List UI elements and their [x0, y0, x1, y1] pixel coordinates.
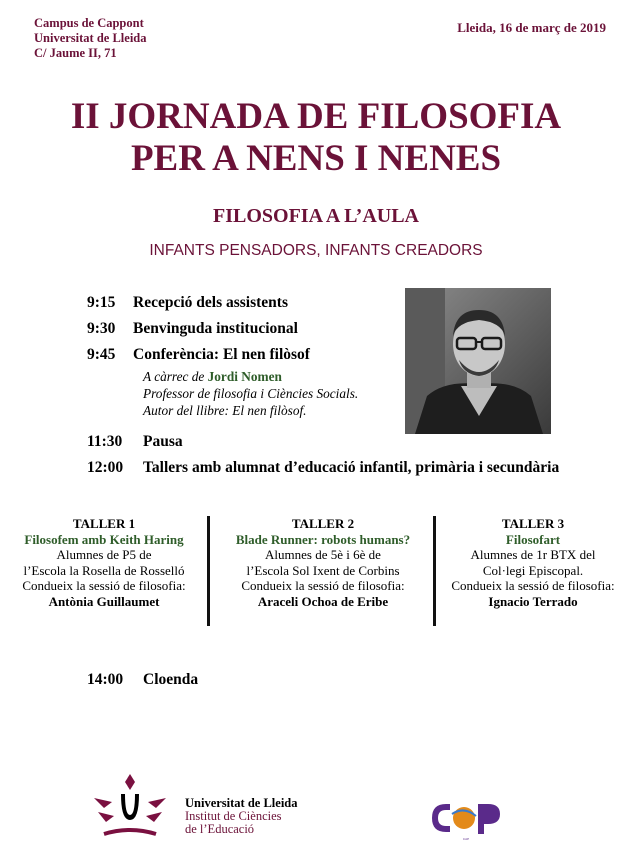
schedule-text: Cloenda	[143, 671, 199, 688]
institute-line: Institut de Ciències	[185, 809, 282, 823]
speaker-photo	[405, 288, 551, 434]
workshop-title: Blade Runner: robots humans?	[235, 531, 411, 547]
title-line-1: II JORNADA DE FILOSOFIA	[70, 96, 562, 137]
cap-logo	[426, 796, 506, 842]
institute-line: de l’Educació	[185, 822, 255, 836]
workshop-line: Condueix la sessió de filosofia:	[451, 578, 615, 593]
schedule-item-closing	[87, 671, 198, 689]
university-name: Universitat de Lleida	[185, 796, 298, 810]
university-logo	[90, 772, 170, 842]
workshop-moderator: Araceli Ochoa de Eribe	[257, 593, 389, 609]
venue-address	[34, 16, 147, 61]
divider	[207, 516, 210, 626]
page-title	[0, 96, 632, 180]
workshop-moderator: Ignacio Terrado	[488, 593, 578, 609]
workshop-3	[429, 516, 632, 609]
speaker-role: Professor de filosofia i Ciències Socials.	[143, 386, 359, 401]
workshop-title: Filosofart	[505, 531, 561, 547]
workshop-2	[219, 516, 427, 609]
address-line: Universitat de Lleida	[34, 31, 147, 45]
title-line-2: PER A NENS I NENES	[130, 138, 502, 179]
university-name-block	[185, 797, 298, 836]
workshop-line: l’Escola Sol Ixent de Corbins	[246, 562, 400, 578]
schedule-text: Tallers amb alumnat d’educació infantil, primària i secundària	[143, 459, 560, 476]
cap-logo-icon	[426, 796, 506, 842]
schedule-time: 9:30	[87, 320, 116, 337]
workshop-header: TALLER 3	[501, 516, 565, 531]
tagline: INFANTS PENSADORS, INFANTS CREADORS	[149, 242, 483, 259]
schedule-item	[87, 459, 559, 477]
event-date: Lleida, 16 de març de 2019	[457, 20, 606, 35]
workshop-line: l’Escola la Rosella de Rosselló	[23, 562, 185, 578]
university-emblem-icon	[90, 772, 170, 842]
cap-logo-text: CAP	[462, 837, 470, 841]
speaker-portrait-icon	[405, 288, 551, 434]
speaker-info	[143, 368, 358, 419]
schedule-item	[87, 320, 298, 338]
schedule-time: 11:30	[87, 433, 123, 450]
address-line: Campus de Cappont	[34, 16, 144, 30]
speaker-name: Jordi Nomen	[207, 369, 282, 384]
workshop-title: Filosofem amb Keith Haring	[24, 531, 184, 547]
schedule-text: Benvinguda institucional	[133, 320, 298, 337]
subtitle: FILOSOFIA A L’AULA	[213, 205, 419, 227]
schedule-text: Pausa	[143, 433, 183, 450]
schedule-text: Conferència: El nen filòsof	[133, 346, 310, 363]
schedule-time: 9:45	[87, 346, 116, 363]
workshop-line: Condueix la sessió de filosofia:	[22, 578, 186, 593]
workshop-1	[0, 516, 208, 609]
workshop-header: TALLER 2	[291, 516, 355, 531]
address-line: C/ Jaume II, 71	[34, 46, 117, 60]
schedule-text: Recepció dels assistents	[133, 294, 288, 311]
workshop-line: Alumnes de 1r BTX del	[470, 547, 596, 562]
schedule-time: 12:00	[87, 459, 124, 476]
schedule-item	[87, 346, 310, 364]
workshop-line: Col·legi Episcopal.	[482, 562, 584, 578]
workshop-header: TALLER 1	[72, 516, 136, 531]
schedule-item	[87, 294, 288, 312]
speaker-book: Autor del llibre: El nen filòsof.	[143, 403, 307, 418]
workshop-moderator: Antònia Guillaumet	[48, 593, 160, 609]
schedule-time: 14:00	[87, 671, 124, 688]
schedule-time: 9:15	[87, 294, 116, 311]
workshop-line: Alumnes de 5è i 6è de	[265, 547, 381, 562]
workshop-line: Condueix la sessió de filosofia:	[241, 578, 405, 593]
speaker-prefix: A càrrec de	[143, 369, 205, 384]
workshop-line: Alumnes de P5 de	[56, 547, 152, 562]
schedule-item	[87, 433, 183, 451]
